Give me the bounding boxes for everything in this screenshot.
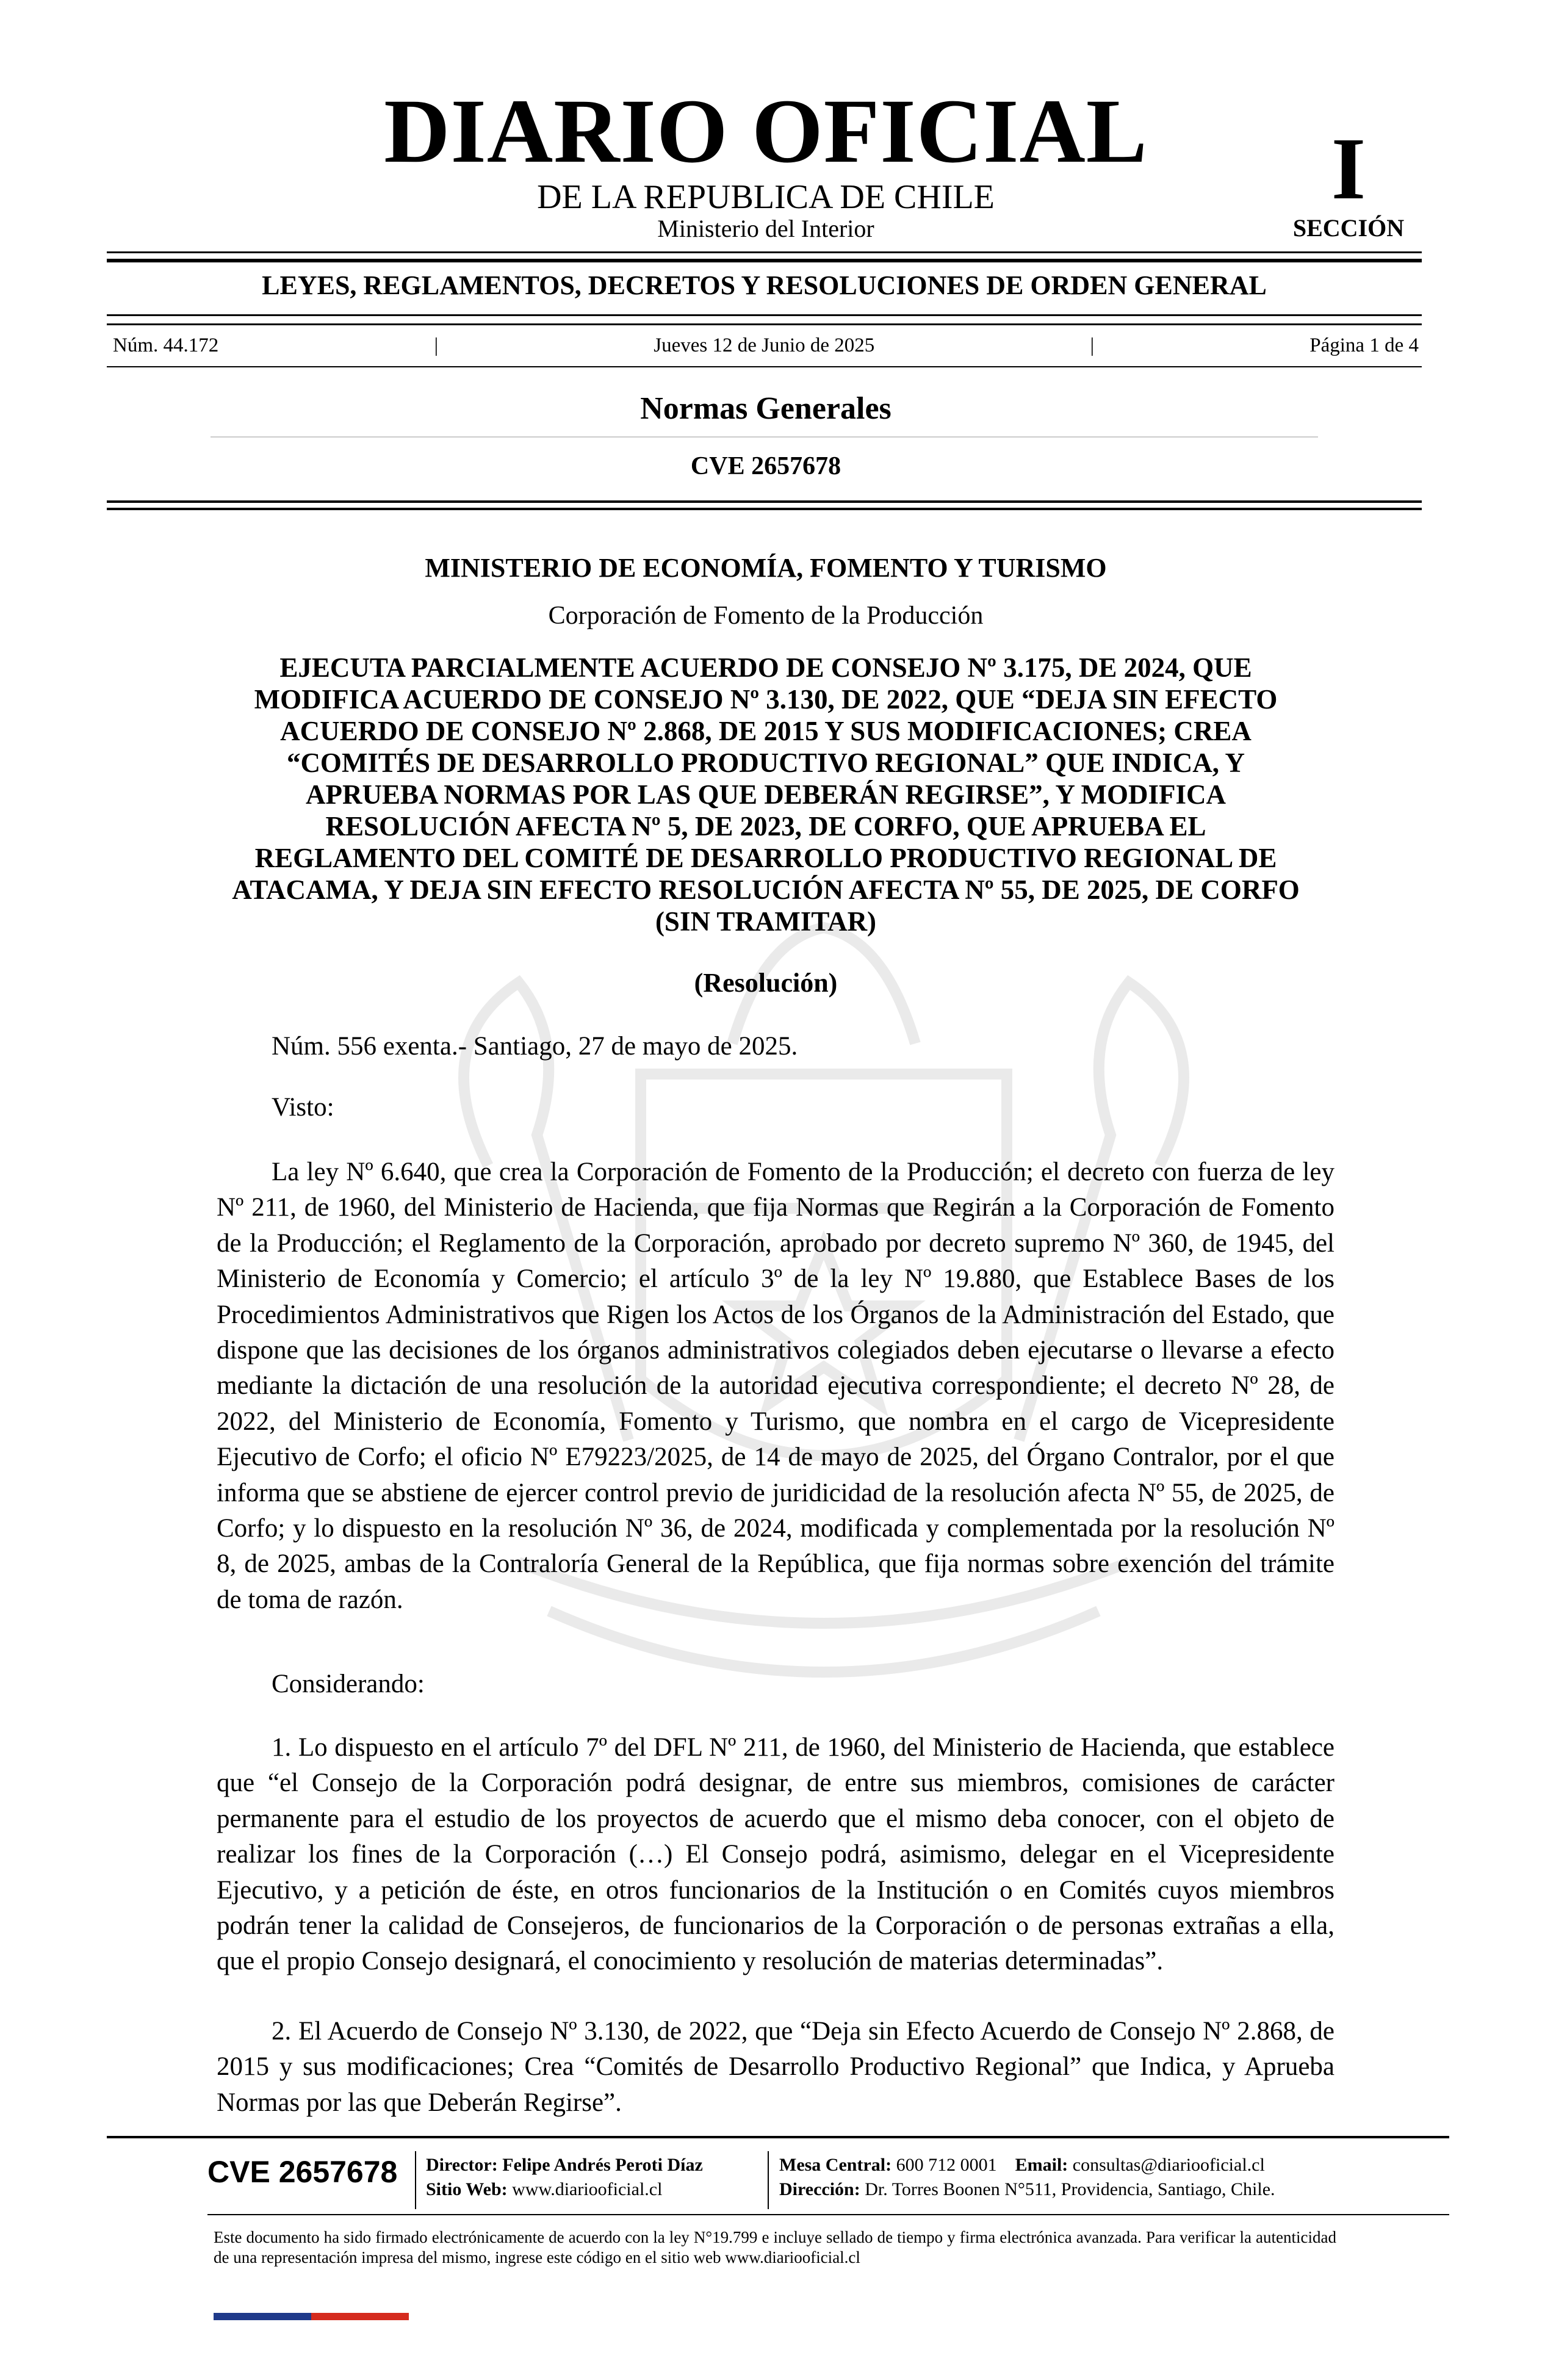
divider <box>107 259 1422 262</box>
director-label: Director: <box>426 2155 498 2175</box>
masthead-ministry: Ministerio del Interior <box>657 214 874 242</box>
divider <box>107 508 1422 510</box>
section-title: Normas Generales <box>640 391 891 426</box>
footer-divider <box>107 2136 1449 2138</box>
visto-paragraph: La ley Nº 6.640, que crea la Corporación de Fomento de la Producción; el decreto con fuerza de ley Nº 211, de 1960, del Ministerio de Hacienda, que fija Normas que Regirán a la Corporación de Fomento de la Producción; el Reglamento de la Corporación, aprobado por decreto supremo Nº 360, de 1945, del Ministerio de Economía y Comercio; el artículo 3º de la ley Nº 19.880, que Establece Bases de los Procedimientos Administrativos que Rigen los Actos de los Órganos de la Administración del Estado, que dispone que las decisiones de los órganos administrativos colegiados deben ejecutarse o llevarse a efecto mediante la dictación de una resolución de la autoridad ejecutiva correspondiente; el decreto Nº 28, de 2022, del Ministerio de Economía, Fomento y Turismo, que nombra en el cargo de Vicepresidente Ejecutivo de Corfo; el oficio Nº E79223/2025, de 14 de mayo de 2025, del Órgano Contralor, por el que informa que se abstiene de ejercer control previo de juridicidad de la resolución afecta Nº 55, de 2025, de Corfo; y lo dispuesto en la resolución Nº 36, de 2024, modificada y complementada por la resolución Nº 8, de 2025, ambas de la Contraloría General de la República, que fija normas sobre exención del trámite de toma de razón. <box>217 1158 1334 1614</box>
document-title: EJECUTA PARCIALMENTE ACUERDO DE CONSEJO Nº 3.175, DE 2024, QUE MODIFICA ACUERDO DE CONSEJO Nº 3.130, DE 2022, QUE “DEJA SIN EFECTO ACUERDO DE CONSEJO Nº 2.868, DE 2015 Y SUS MODIFICACIONES; CREA “COMITÉS DE DESARROLLO PRODUCTIVO REGIONAL” QUE INDICA, Y APRUEBA NORMAS POR LAS QUE DEBERÁN REGIRSE”, Y MODIFICA RESOLUCIÓN AFECTA Nº 5, DE 2023, DE CORFO, QUE APRUEBA EL REGLAMENTO DEL COMITÉ DE DESARROLLO PRODUCTIVO REGIONAL DE ATACAMA, Y DEJA SIN EFECTO RESOLUCIÓN AFECTA Nº 55, DE 2025, DE CORFO (SIN TRAMITAR) <box>232 652 1300 937</box>
phone-label: Mesa Central: <box>779 2155 892 2175</box>
info-separator: | <box>434 334 439 356</box>
flag-stripe-red <box>311 2313 409 2320</box>
ministry-heading: MINISTERIO DE ECONOMÍA, FOMENTO Y TURISMO <box>425 553 1107 583</box>
cve-code: CVE 2657678 <box>690 452 841 480</box>
divider <box>211 436 1318 438</box>
divider <box>107 366 1422 367</box>
section-indicator <box>1278 120 1419 242</box>
section-numeral: I <box>1331 120 1366 218</box>
divider <box>107 500 1422 503</box>
footer-divider <box>207 2214 1449 2215</box>
considerando-item-2: 2. El Acuerdo de Consejo Nº 3.130, de 2022, que “Deja sin Efecto Acuerdo de Consejo Nº 2.868, de 2015 y sus modificaciones; Crea “Comités de Desarrollo Productivo Regional” que Indica, y Aprueba Normas por las que Deberán Regirse”. <box>217 2017 1334 2117</box>
visto-label: Visto: <box>272 1093 334 1122</box>
divider <box>107 314 1422 316</box>
category-band: LEYES, REGLAMENTOS, DECRETOS Y RESOLUCIONES DE ORDEN GENERAL <box>262 270 1267 300</box>
issue-number: Núm. 44.172 <box>113 334 219 356</box>
address-text: Dr. Torres Boonen N°511, Providencia, Santiago, Chile. <box>865 2179 1275 2199</box>
resolution-label: (Resolución) <box>694 968 838 998</box>
page-indicator: Página 1 de 4 <box>1309 334 1419 356</box>
resolution-number-line: Núm. 556 exenta.- Santiago, 27 de mayo de 2025. <box>272 1032 798 1061</box>
footer-director-block <box>426 2153 703 2202</box>
divider <box>107 323 1422 325</box>
issue-info-line <box>113 334 1419 357</box>
address-label: Dirección: <box>779 2179 860 2199</box>
phone-number: 600 712 0001 <box>896 2155 997 2175</box>
email-address[interactable]: consultas@diariooficial.cl <box>1072 2155 1265 2175</box>
legal-notice: Este documento ha sido firmado electrónicamente de acuerdo con la ley N°19.799 e incluye sellado de tiempo y firma electrónica avanzada. Para verificar la autenticidad de una representación impresa del mismo, ingrese este código en el sitio web www.diariooficial.cl <box>214 2228 1336 2266</box>
director-name: Felipe Andrés Peroti Díaz <box>502 2155 703 2175</box>
masthead-title: DIARIO OFICIAL <box>384 81 1148 182</box>
info-separator: | <box>1090 334 1095 356</box>
footer-separator <box>768 2151 769 2209</box>
site-url[interactable]: www.diariooficial.cl <box>512 2179 663 2199</box>
masthead-subtitle: DE LA REPUBLICA DE CHILE <box>537 178 995 216</box>
footer-separator <box>415 2151 416 2209</box>
footer-cve-code: CVE 2657678 <box>207 2155 398 2189</box>
site-label: Sitio Web: <box>426 2179 508 2199</box>
flag-stripe-blue <box>214 2313 311 2320</box>
agency-heading: Corporación de Fomento de la Producción <box>548 602 984 630</box>
divider <box>107 251 1422 253</box>
section-label: SECCIÓN <box>1292 214 1405 242</box>
considerando-item-1: 1. Lo dispuesto en el artículo 7º del DFL Nº 211, de 1960, del Ministerio de Hacienda, que establece que “el Consejo de la Corporación podrá designar, de entre sus miembros, comisiones de carácter permanente para el estudio de los proyectos de acuerdo que el mismo deba conocer, con el objeto de realizar los fines de la Corporación (…) El Consejo podrá, asimismo, delegar en el Vicepresidente Ejecutivo, y a petición de éste, en otros funcionarios de la Institución o en Comités cuyos miembros podrán tener la calidad de Consejeros, de funcionarios de la Corporación o de personas extrañas a ella, que el propio Consejo designará, el conocimiento y resolución de materias determinadas”. <box>217 1733 1334 1976</box>
footer-contact-block <box>779 2153 1275 2202</box>
email-label: Email: <box>1015 2155 1068 2175</box>
issue-date: Jueves 12 de Junio de 2025 <box>654 334 875 356</box>
considerando-label: Considerando: <box>272 1670 425 1698</box>
